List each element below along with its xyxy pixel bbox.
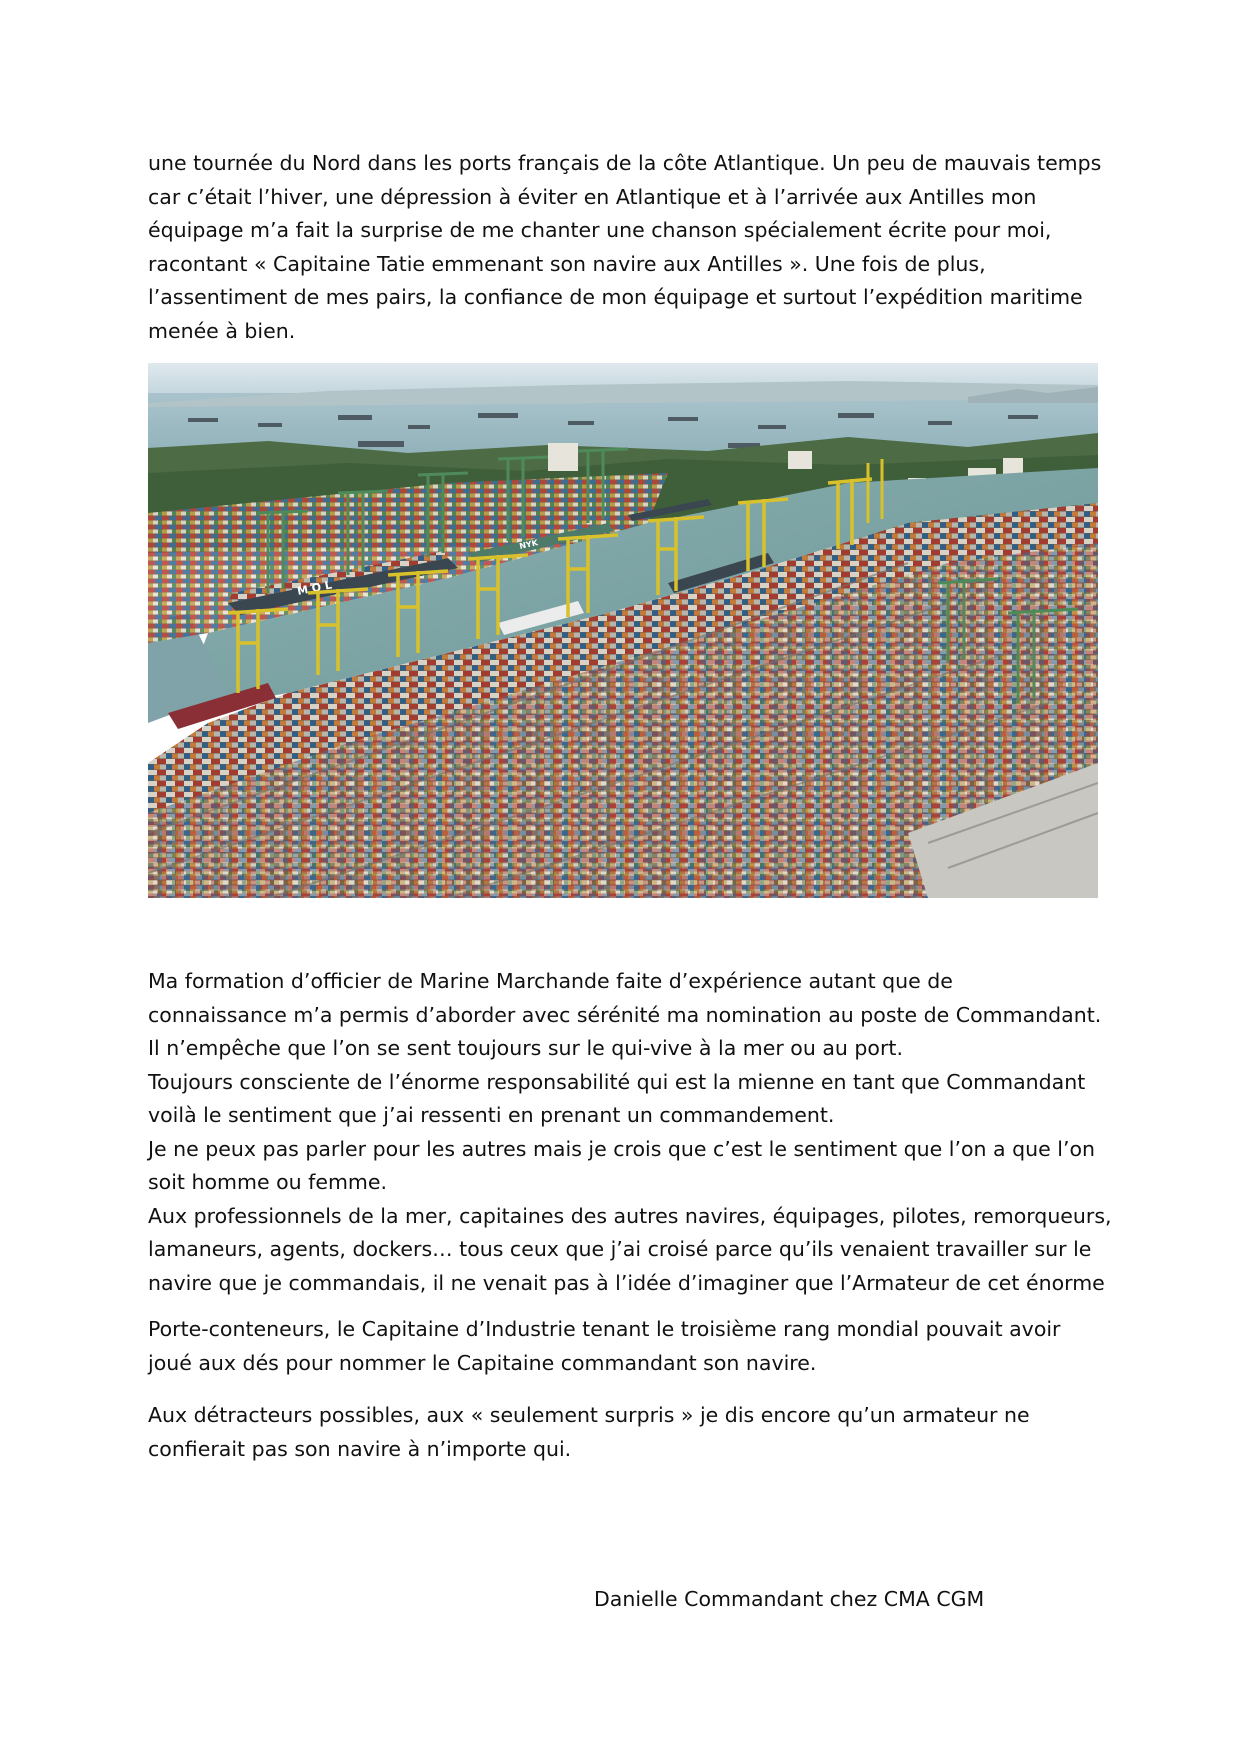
- text-line: connaissance m’a permis d’aborder avec sérénité ma nomination au poste de Commandant.: [148, 1002, 1102, 1027]
- paragraph-porte-conteneurs: [148, 1313, 1108, 1380]
- signature: Danielle Commandant chez CMA CGM: [594, 1587, 985, 1611]
- ship-name-nyk: NYK: [518, 538, 539, 551]
- text-line: l’assentiment de mes pairs, la confiance de mon équipage et surtout l’expédition maritime: [148, 285, 1083, 309]
- text-line: Toujours consciente de l’énorme responsabilité qui est la mienne en tant que Commandant: [148, 1069, 1086, 1094]
- text-line: équipage m’a fait la surprise de me chanter une chanson spécialement écrite pour moi,: [148, 218, 1052, 242]
- text-line: menée à bien.: [148, 318, 296, 343]
- text-line: voilà le sentiment que j’ai ressenti en prenant un commandement.: [148, 1103, 835, 1127]
- port-illustration: [148, 363, 1098, 898]
- text-line: soit homme ou femme.: [148, 1170, 388, 1194]
- paragraph-intro: [148, 147, 1108, 348]
- text-line: car c’était l’hiver, une dépression à éviter en Atlantique et à l’arrivée aux Antilles mon: [148, 184, 1037, 209]
- text-line: Ma formation d’officier de Marine Marchande faite d’expérience autant que de: [148, 969, 953, 993]
- text-line: navire que je commandais, il ne venait pas à l’idée d’imaginer que l’Armateur de cet énorme: [148, 1270, 1105, 1295]
- text-line: Porte-conteneurs, le Capitaine d’Industrie tenant le troisième rang mondial pouvait avoir: [148, 1317, 1061, 1341]
- container-port-photo: [148, 363, 1098, 898]
- text-line: Aux professionnels de la mer, capitaines des autres navires, équipages, pilotes, remorqueurs,: [148, 1203, 1112, 1228]
- paragraph-detracteurs: [148, 1399, 1108, 1466]
- text-line: Il n’empêche que l’on se sent toujours sur le qui-vive à la mer ou au port.: [148, 1036, 903, 1060]
- paragraph-formation: [148, 965, 1112, 1300]
- text-line: Je ne peux pas parler pour les autres mais je crois que c’est le sentiment que l’on a que l’on: [148, 1136, 1095, 1161]
- text-line: racontant « Capitaine Tatie emmenant son navire aux Antilles ». Une fois de plus,: [148, 251, 986, 276]
- text-line: lamaneurs, agents, dockers… tous ceux que j’ai croisé parce qu’ils venaient travailler sur le: [148, 1237, 1092, 1261]
- text-line: Aux détracteurs possibles, aux « seulement surpris » je dis encore qu’un armateur ne: [148, 1403, 1030, 1427]
- ship-name-mol: M O L: [296, 578, 333, 598]
- text-line: une tournée du Nord dans les ports français de la côte Atlantique. Un peu de mauvais temps: [148, 151, 1102, 175]
- text-line: confierait pas son navire à n’importe qui.: [148, 1436, 572, 1461]
- text-line: joué aux dés pour nommer le Capitaine commandant son navire.: [148, 1350, 817, 1375]
